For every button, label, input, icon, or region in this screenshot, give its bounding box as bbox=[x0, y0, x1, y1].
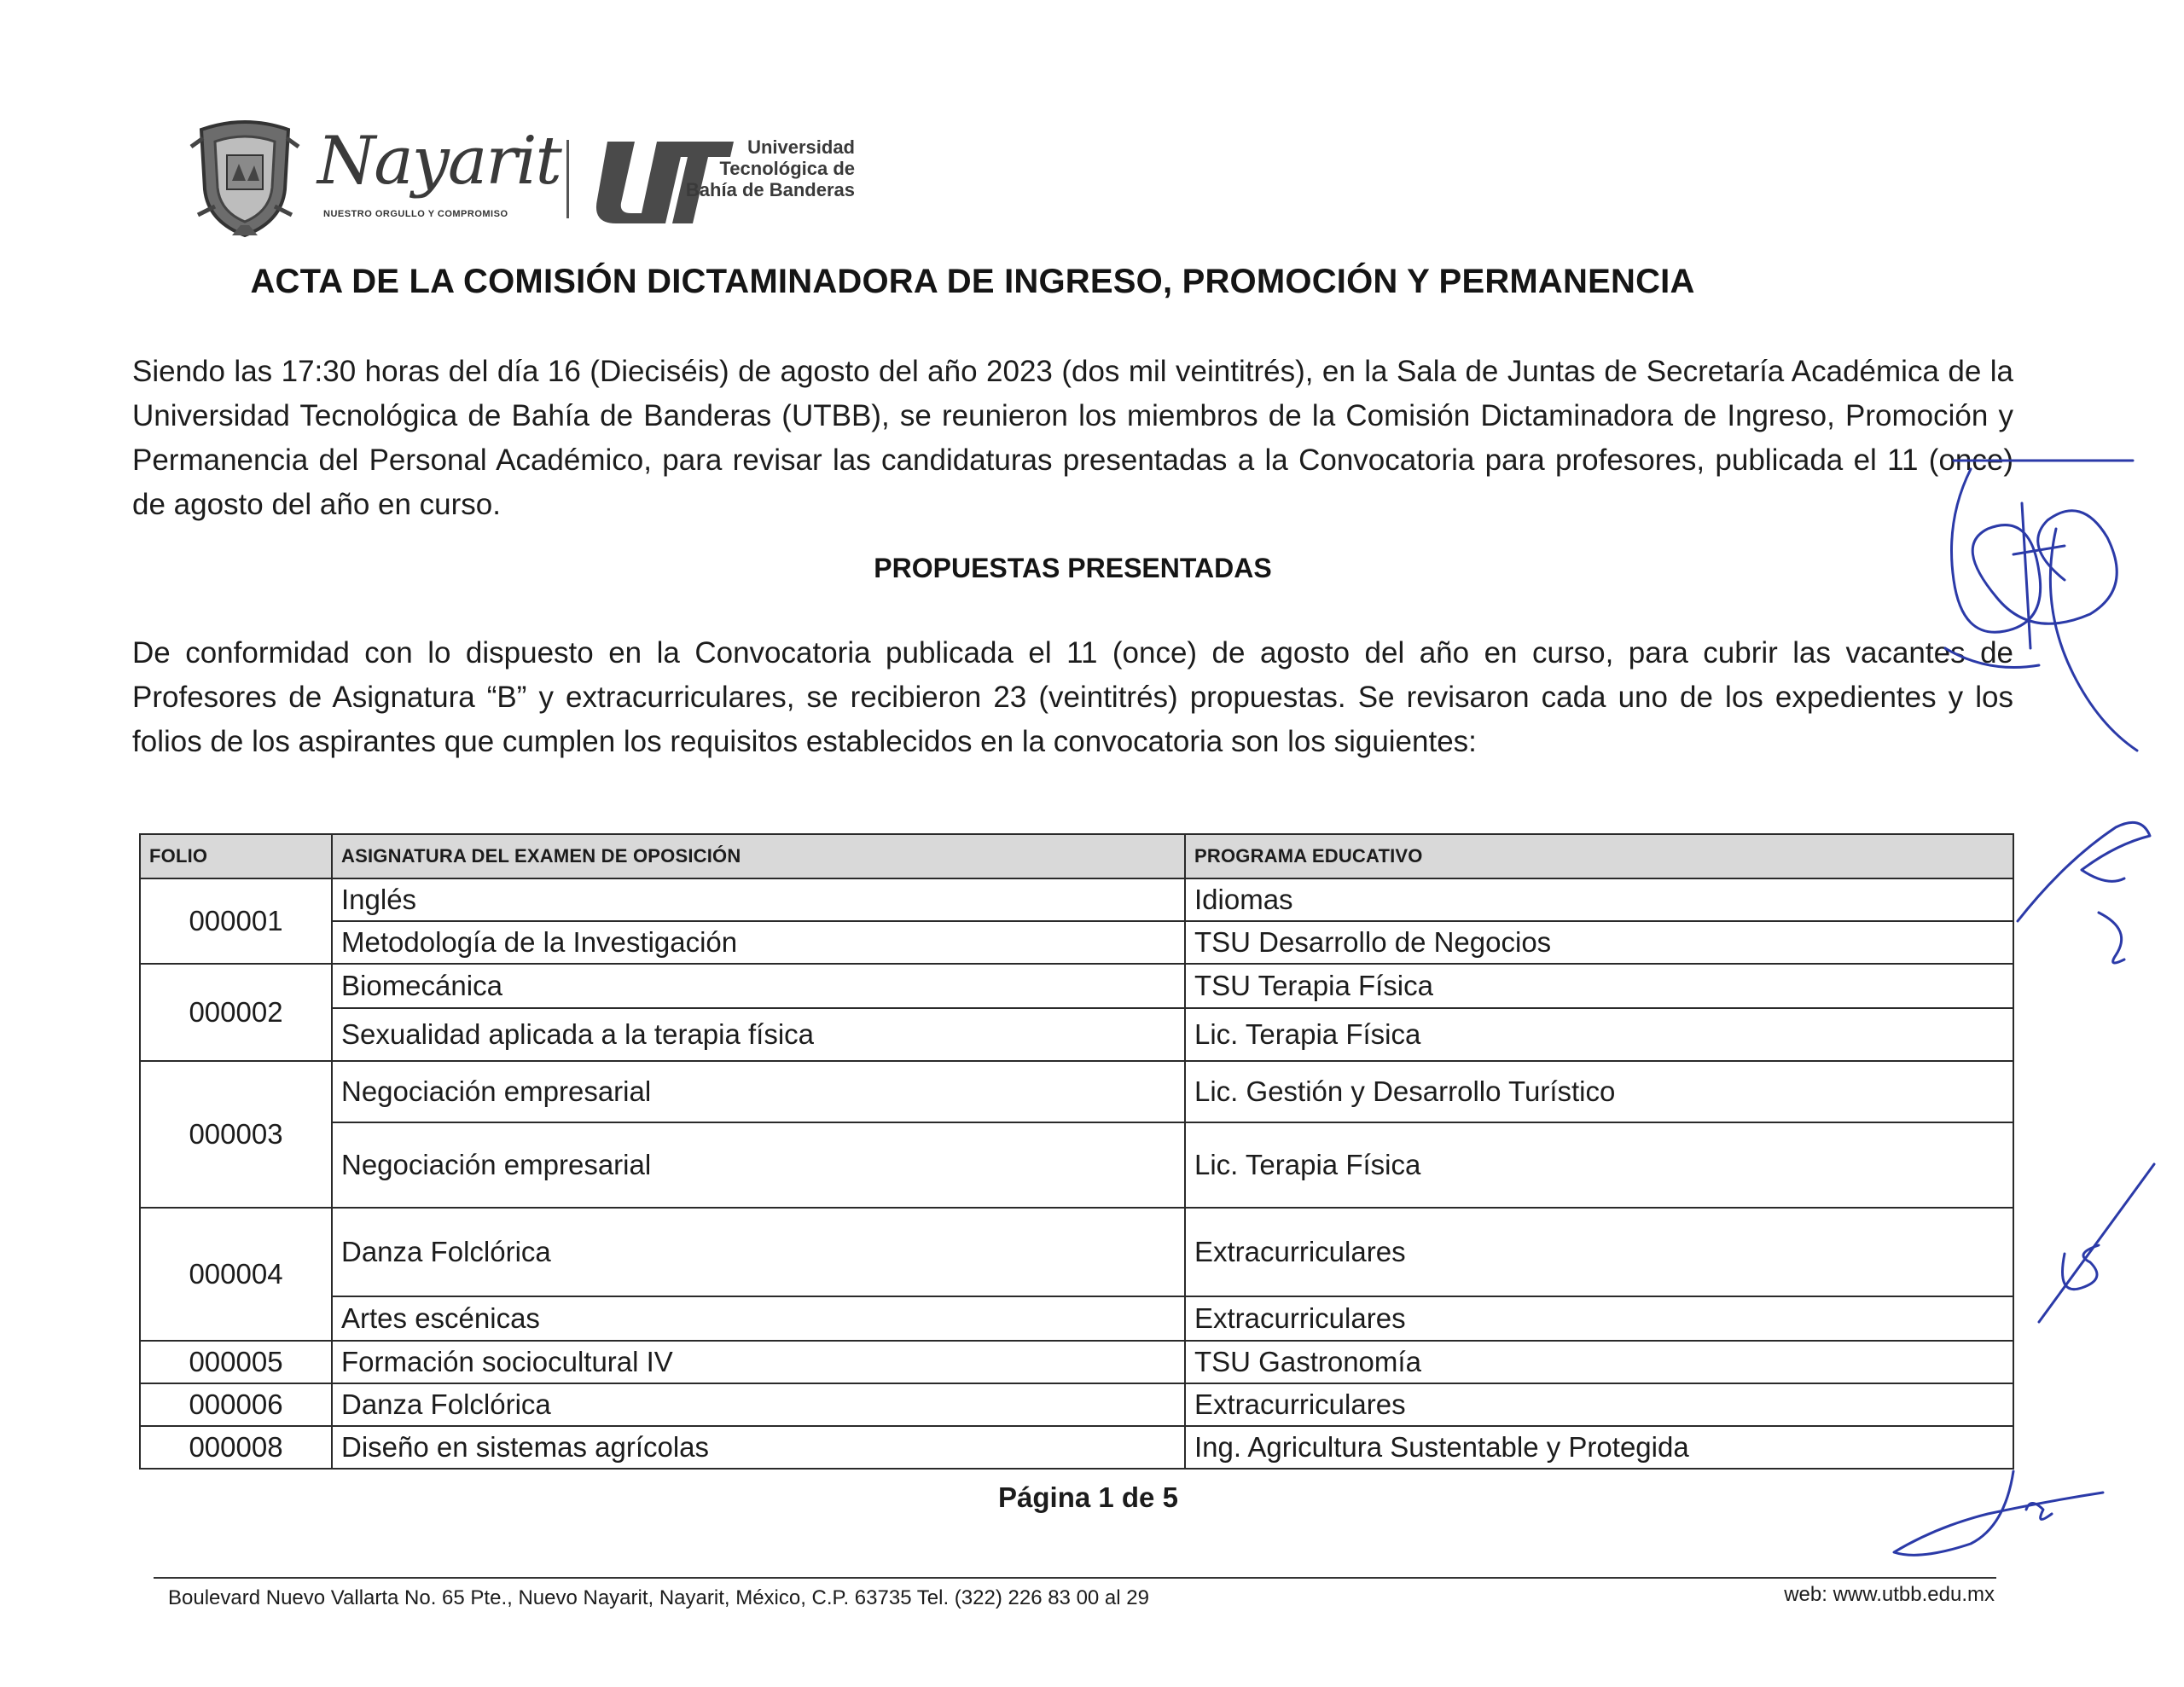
table-header-row bbox=[140, 834, 2013, 878]
program-cell: Extracurriculares bbox=[1185, 1383, 2013, 1426]
subject-cell: Negociación empresarial bbox=[332, 1061, 1185, 1122]
table-row bbox=[140, 921, 2013, 964]
folio-cell: 000006 bbox=[140, 1383, 332, 1426]
program-cell: TSU Terapia Física bbox=[1185, 964, 2013, 1008]
subject-cell: Danza Folclórica bbox=[332, 1383, 1185, 1426]
subject-cell: Metodología de la Investigación bbox=[332, 921, 1185, 964]
university-name bbox=[684, 136, 855, 200]
university-name-line1: Universidad bbox=[747, 136, 855, 158]
program-cell: Lic. Terapia Física bbox=[1185, 1122, 2013, 1208]
candidates-table bbox=[139, 833, 2014, 1470]
folio-cell: 000005 bbox=[140, 1341, 332, 1383]
folio-cell: 000001 bbox=[140, 878, 332, 964]
folio-column-header: FOLIO bbox=[140, 834, 332, 878]
table-row bbox=[140, 964, 2013, 1008]
footer-divider bbox=[154, 1577, 1996, 1579]
folio-cell: 000008 bbox=[140, 1426, 332, 1469]
section-title: PROPUESTAS PRESENTADAS bbox=[874, 553, 1272, 583]
footer-address: Boulevard Nuevo Vallarta No. 65 Pte., Nuevo Nayarit, Nayarit, México, C.P. 63735 Tel. (322) 226 83 00 al 29 bbox=[168, 1586, 1149, 1609]
footer-website: web: www.utbb.edu.mx bbox=[1784, 1583, 1995, 1606]
subject-cell: Diseño en sistemas agrícolas bbox=[332, 1426, 1185, 1469]
folio-cell: 000002 bbox=[140, 964, 332, 1061]
nayarit-coat-of-arms-logo bbox=[189, 113, 300, 241]
table-row bbox=[140, 1426, 2013, 1469]
nayarit-tagline: NUESTRO ORGULLO Y COMPROMISO bbox=[323, 209, 508, 219]
program-cell: Ing. Agricultura Sustentable y Protegida bbox=[1185, 1426, 2013, 1469]
table-row bbox=[140, 1383, 2013, 1426]
table-row bbox=[140, 1208, 2013, 1296]
folio-cell: 000004 bbox=[140, 1208, 332, 1341]
page-number: Página 1 de 5 bbox=[998, 1481, 1178, 1513]
subject-cell: Artes escénicas bbox=[332, 1296, 1185, 1341]
university-name-line3: Bahía de Banderas bbox=[685, 179, 855, 200]
table-row bbox=[140, 1061, 2013, 1122]
proposals-paragraph: De conformidad con lo dispuesto en la Convocatoria publicada el 11 (once) de agosto del año en curso, para cubrir las vacantes de Profesores de Asignatura “B” y extracurriculares, se recibieron 23 (veintitrés) propuestas. Se revisaron cada uno de los expedientes y los folios de los aspirantes que cumplen los requisitos establecidos en la convocatoria son los siguientes: bbox=[132, 636, 2013, 758]
subject-cell: Inglés bbox=[332, 878, 1185, 921]
subject-cell: Negociación empresarial bbox=[332, 1122, 1185, 1208]
program-cell: Extracurriculares bbox=[1185, 1208, 2013, 1296]
signature-3 bbox=[2030, 1160, 2158, 1330]
logo-divider bbox=[566, 140, 569, 218]
table-row bbox=[140, 1008, 2013, 1061]
program-cell: TSU Desarrollo de Negocios bbox=[1185, 921, 2013, 964]
signature-2 bbox=[2013, 810, 2167, 981]
table-row bbox=[140, 1122, 2013, 1208]
program-cell: Extracurriculares bbox=[1185, 1296, 2013, 1341]
signature-4 bbox=[1885, 1467, 2107, 1561]
subject-column-header: ASIGNATURA DEL EXAMEN DE OPOSICIÓN bbox=[332, 834, 1185, 878]
program-cell: Lic. Terapia Física bbox=[1185, 1008, 2013, 1061]
program-cell: Idiomas bbox=[1185, 878, 2013, 921]
header-logos bbox=[189, 113, 906, 241]
subject-cell: Formación sociocultural IV bbox=[332, 1341, 1185, 1383]
folio-cell: 000003 bbox=[140, 1061, 332, 1208]
subject-cell: Danza Folclórica bbox=[332, 1208, 1185, 1296]
table-row bbox=[140, 878, 2013, 921]
table-row bbox=[140, 1296, 2013, 1341]
program-cell: Lic. Gestión y Desarrollo Turístico bbox=[1185, 1061, 2013, 1122]
nayarit-wordmark: Nayarit bbox=[317, 123, 561, 200]
table-row bbox=[140, 1341, 2013, 1383]
program-column-header: PROGRAMA EDUCATIVO bbox=[1185, 834, 2013, 878]
program-cell: TSU Gastronomía bbox=[1185, 1341, 2013, 1383]
subject-cell: Sexualidad aplicada a la terapia física bbox=[332, 1008, 1185, 1061]
signature-1 bbox=[1937, 452, 2141, 776]
university-name-line2: Tecnológica de bbox=[719, 158, 855, 179]
document-title: ACTA DE LA COMISIÓN DICTAMINADORA DE INGRESO, PROMOCIÓN Y PERMANENCIA bbox=[250, 263, 1695, 300]
intro-paragraph: Siendo las 17:30 horas del día 16 (Dieciséis) de agosto del año 2023 (dos mil veintitrés), en la Sala de Juntas de Secretaría Académica de la Universidad Tecnológica de Bahía de Banderas (UTBB), se reunieron los miembros de la Comisión Dictaminadora de Ingreso, Promoción y Permanencia del Personal Académico, para revisar las candidaturas presentadas a la Convocatoria para profesores, publicada el 11 (once) de agosto del año en curso. bbox=[132, 355, 2013, 521]
subject-cell: Biomecánica bbox=[332, 964, 1185, 1008]
